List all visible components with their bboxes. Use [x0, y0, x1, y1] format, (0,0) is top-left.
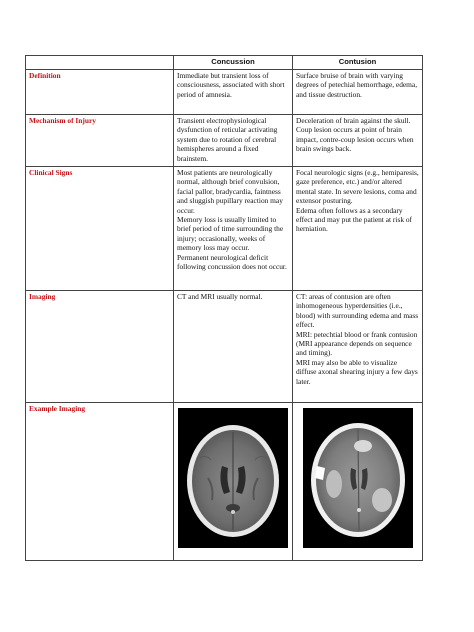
header-contusion: Contusion	[293, 56, 423, 70]
clinical-concussion-p2: Memory loss is usually limited to brief period of time surrounding the injury; occasionally, weeks of memory loss may occur.	[177, 215, 284, 253]
clinical-contusion	[293, 167, 423, 291]
label-example-imaging: Example Imaging	[26, 403, 174, 561]
mechanism-concussion: Transient electrophysiological dysfunction of reticular activating system due to rotation of cerebral hemispheres around a fixed brainstem.	[174, 115, 293, 167]
clinical-concussion-p3: Permanent neurological deficit following concussion does not occur.	[177, 252, 287, 272]
ct-scan-contusion-image	[303, 408, 413, 548]
label-clinical-signs: Clinical Signs	[26, 167, 174, 291]
clinical-concussion-p1: Most patients are neurologically normal, although brief convulsion, facial pallor, bradycardia, faintness and sluggish pupillary reaction may occur.	[177, 168, 283, 215]
definition-concussion: Immediate but transient loss of consciousness, associated with short period of amnesia.	[174, 70, 293, 115]
comparison-table	[25, 55, 423, 561]
clinical-contusion-p2: Edema often follows as a secondary effect and may put the patient at risk of herniation.	[296, 205, 413, 234]
row-example-imaging	[26, 403, 423, 561]
example-concussion-cell	[174, 403, 293, 561]
row-mechanism	[26, 115, 423, 167]
imaging-contusion-p3: MRI may also be able to visualize diffuse axonal shearing injury a few days later.	[296, 357, 418, 386]
ct-scan-normal-image	[178, 408, 288, 548]
clinical-concussion	[174, 167, 293, 291]
example-contusion-cell	[293, 403, 423, 561]
label-mechanism: Mechanism of Injury	[26, 115, 174, 167]
row-definition	[26, 70, 423, 115]
clinical-contusion-p1: Focal neurologic signs (e.g., hemiparesis, gaze preference, etc.) and/or altered mental state. In severe lesions, coma and extensor posturing.	[296, 168, 419, 206]
header-empty	[26, 56, 174, 70]
mechanism-contusion: Deceleration of brain against the skull. Coup lesion occurs at point of brain impact, contre-coup lesion occurs when brain swings back.	[293, 115, 423, 167]
imaging-concussion: CT and MRI usually normal.	[174, 291, 293, 403]
header-row	[26, 56, 423, 70]
row-clinical-signs	[26, 167, 423, 291]
header-concussion: Concussion	[174, 56, 293, 70]
imaging-contusion	[293, 291, 423, 403]
label-definition: Definition	[26, 70, 174, 115]
imaging-contusion-p1: CT: areas of contusion are often inhomogeneous hyperdensities (i.e., blood) with surrounding edema and mass effect.	[296, 292, 419, 330]
definition-contusion: Surface bruise of brain with varying degrees of petechial hemorrhage, edema, and tissue destruction.	[293, 70, 423, 115]
label-imaging: Imaging	[26, 291, 174, 403]
row-imaging	[26, 291, 423, 403]
imaging-contusion-p2: MRI: petechtial blood or frank contusion (MRI appearance depends on sequence and timing).	[296, 329, 418, 358]
